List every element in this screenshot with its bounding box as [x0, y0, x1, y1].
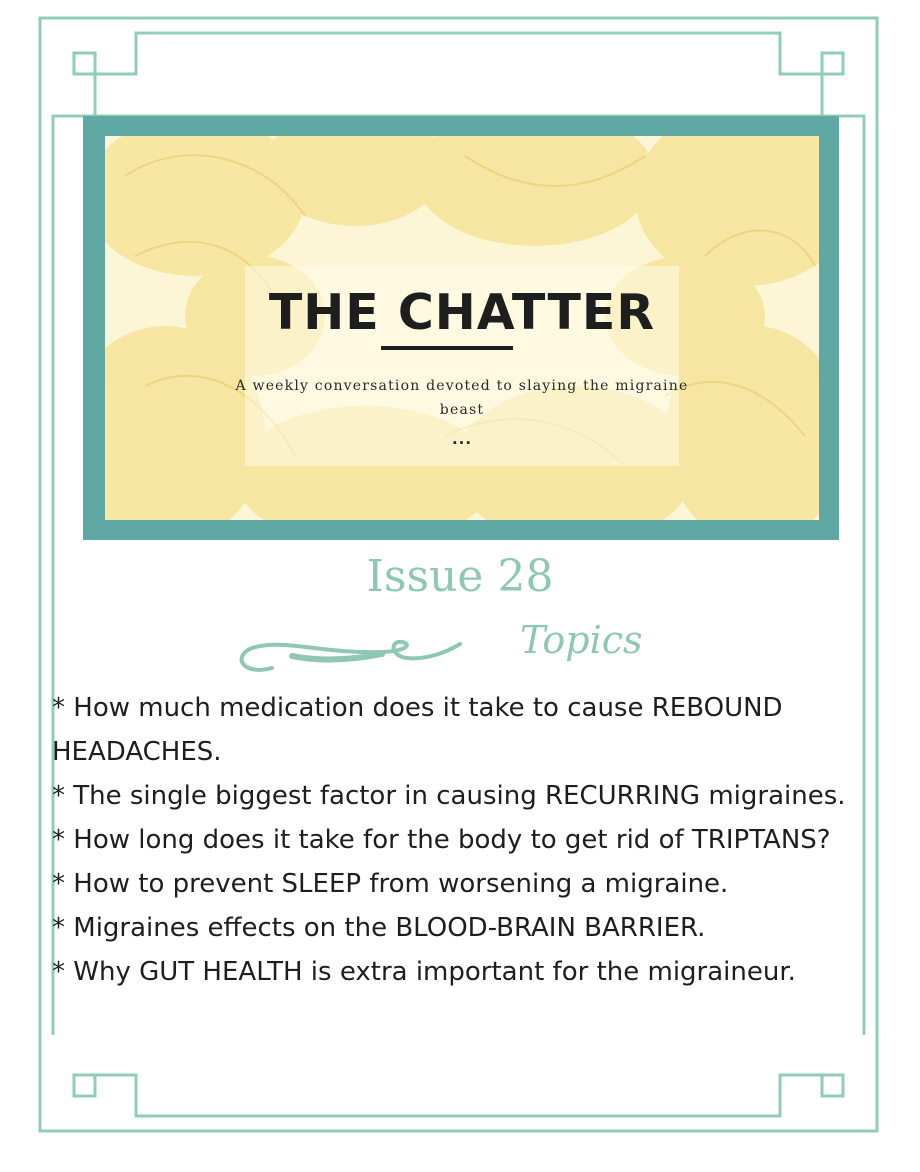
- topic-item: * Migraines effects on the BLOOD-BRAIN BARRIER.: [52, 913, 706, 943]
- newsletter-title: THE CHATTER: [268, 284, 656, 341]
- banner-image: [105, 136, 819, 520]
- header-banner: [83, 116, 839, 540]
- topic-list: [52, 686, 852, 994]
- topic-item: * The single biggest factor in causing RECURRING migraines.: [52, 781, 846, 811]
- swirl-ornament: [232, 636, 467, 686]
- title-divider: [381, 346, 513, 350]
- topic-item: * How long does it take for the body to get rid of TRIPTANS?: [52, 825, 831, 855]
- newsletter-tagline: A weekly conversation devoted to slaying the migraine beast: [235, 378, 689, 418]
- topic-item: * How to prevent SLEEP from worsening a migraine.: [52, 869, 729, 899]
- topic-item: * Why GUT HEALTH is extra important for the migraineur.: [52, 957, 796, 987]
- topics-heading: Topics: [520, 618, 643, 662]
- ellipsis-ornament: ...: [451, 430, 473, 448]
- issue-number: Issue 28: [366, 551, 554, 602]
- topic-item: * How much medication does it take to cause REBOUND HEADACHES.: [52, 693, 783, 767]
